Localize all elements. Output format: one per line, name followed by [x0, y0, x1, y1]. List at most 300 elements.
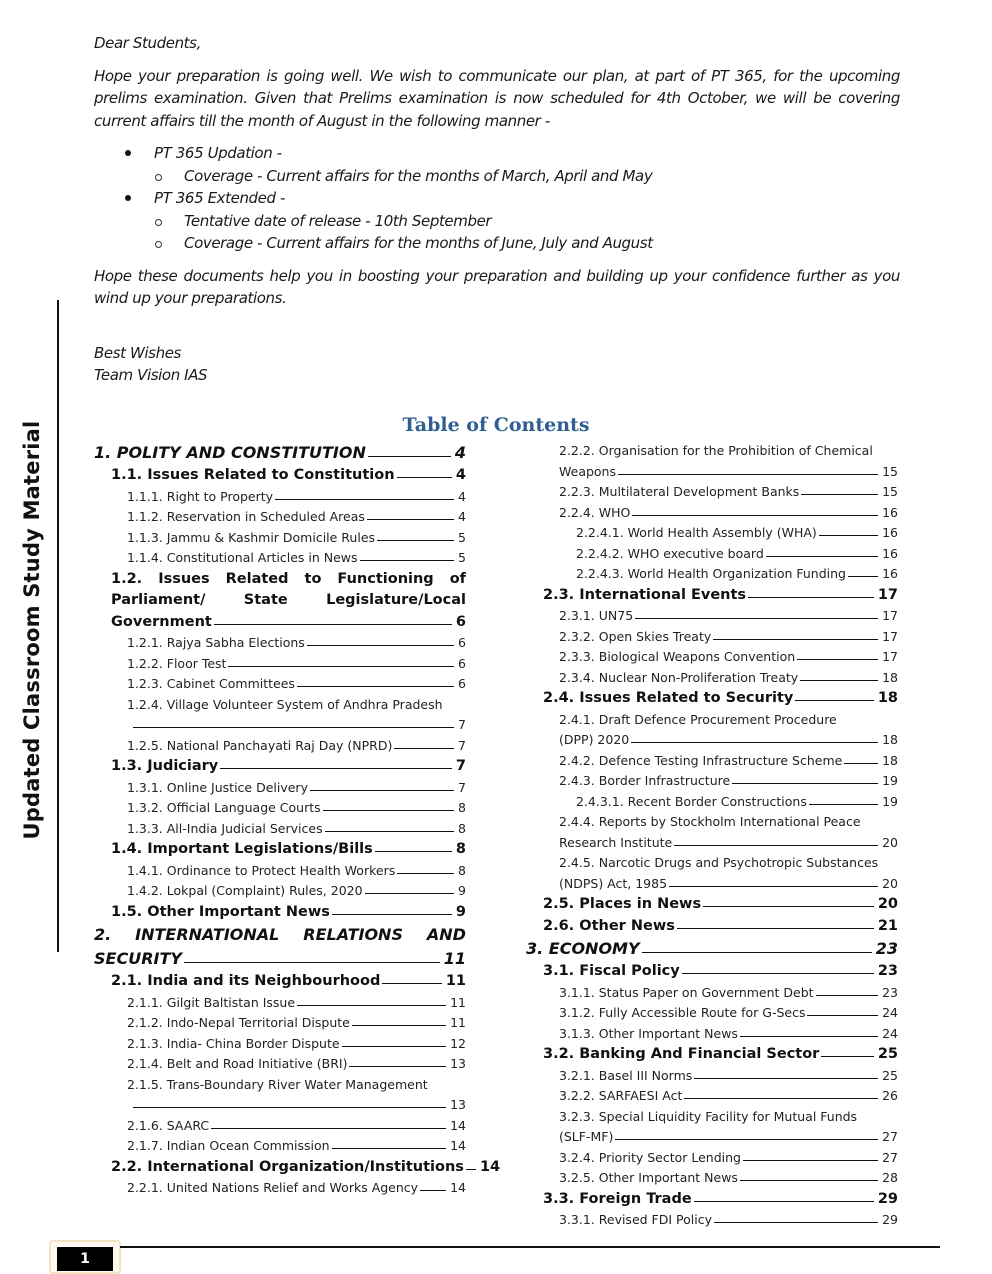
- toc-entry-text: 2.4.4. Reports by Stockholm International Peace: [559, 814, 861, 829]
- toc-page-number: 27: [882, 1129, 898, 1144]
- toc-entry-text: 3.2.5. Other Important News: [559, 1170, 738, 1185]
- toc-leader: [703, 906, 874, 907]
- toc-leader: [332, 1148, 447, 1149]
- toc-leader: [365, 893, 455, 894]
- toc-page-number: 16: [882, 504, 898, 520]
- side-divider: [57, 300, 59, 952]
- toc-page-number: 11: [443, 949, 466, 968]
- toc-page-number: 16: [882, 566, 898, 581]
- toc-leader: [819, 535, 878, 536]
- toc-entry-text: 3.2.1. Basel III Norms: [559, 1067, 693, 1083]
- toc-page-number: 18: [882, 752, 898, 768]
- toc-leader: [618, 474, 878, 475]
- toc-entry[interactable]: [526, 1086, 898, 1107]
- toc-entry[interactable]: [526, 937, 898, 961]
- toc-leader: [682, 973, 874, 974]
- toc-entry[interactable]: [526, 1168, 898, 1189]
- toc-entry-word: Legislature/Local: [326, 592, 466, 608]
- toc-entry-text: 3.1.2. Fully Accessible Route for G-Secs: [559, 1005, 806, 1020]
- toc-page-number: 17: [882, 608, 898, 623]
- toc-page-number: 18: [882, 669, 898, 685]
- toc-entry[interactable]: [94, 654, 466, 675]
- toc-entry[interactable]: [94, 902, 466, 924]
- toc-leader: [367, 519, 454, 520]
- toc-entry-line: [559, 710, 898, 731]
- toc-entry-line: [111, 569, 466, 591]
- toc-entry[interactable]: [526, 710, 898, 751]
- toc-leader: [809, 804, 878, 805]
- toc-entry-word: of: [449, 570, 466, 587]
- toc-leader: [766, 556, 878, 557]
- toc-leader: [674, 845, 878, 846]
- toc-entry-text: 3.3.1. Revised FDI Policy: [559, 1212, 712, 1227]
- toc-entry-text: 3.2.3. Special Liquidity Facility for Mutual Funds: [559, 1108, 858, 1124]
- toc-entry[interactable]: [526, 751, 898, 772]
- toc-entry-text: 1.2.1. Rajya Sabha Elections: [127, 635, 305, 650]
- toc-page-number: 18: [882, 732, 898, 747]
- toc-leader: [669, 886, 878, 887]
- toc-entry-text: 3.2.2. SARFAESI Act: [559, 1088, 683, 1103]
- toc-page-number: 6: [455, 613, 466, 630]
- toc-entry[interactable]: [526, 441, 898, 482]
- toc-entry-text: 2.2. International Organization/Institutions: [111, 1158, 464, 1175]
- toc-entry[interactable]: [526, 1003, 898, 1024]
- toc-entry[interactable]: [526, 523, 898, 544]
- toc-page-number: 18: [877, 690, 898, 706]
- toc-entry-text: 2.2.2. Organisation for the Prohibition of Chemical: [559, 443, 873, 458]
- letter: [94, 32, 900, 387]
- toc-entry-line: [559, 853, 898, 874]
- toc-entry-text: 1.1.2. Reservation in Scheduled Areas: [127, 509, 365, 524]
- plan-list: [94, 142, 900, 255]
- letter-signoff: Best Wishes: [94, 343, 181, 362]
- toc-entry[interactable]: [94, 1136, 466, 1157]
- toc-page-number: 29: [877, 1190, 898, 1207]
- toc-entry-text: (SLF-MF): [559, 1129, 614, 1144]
- toc-entry-text: 3.2.4. Priority Sector Lending: [559, 1149, 741, 1165]
- toc-entry-text: 1.3.3. All-India Judicial Services: [127, 820, 323, 836]
- toc-left-column: [94, 441, 501, 1199]
- toc-page-number: 25: [877, 1046, 898, 1062]
- toc-entry[interactable]: [526, 771, 898, 792]
- toc-entry[interactable]: [526, 812, 898, 853]
- toc-leader: [714, 1222, 878, 1223]
- toc-leader: [694, 1201, 874, 1202]
- toc-entry-text: 1.4.2. Lokpal (Complaint) Rules, 2020: [127, 883, 363, 898]
- toc-page-number: 8: [458, 820, 466, 836]
- toc-entry-line: [94, 947, 466, 971]
- toc-entry-text: 3. ECONOMY: [526, 939, 640, 958]
- side-label-text: Updated Classroom Study Material: [20, 420, 44, 840]
- toc-entry[interactable]: [526, 983, 898, 1004]
- toc-entry[interactable]: [94, 798, 466, 819]
- toc-entry-line: [559, 1127, 898, 1148]
- toc-entry-line: [559, 833, 898, 854]
- toc-leader: [297, 686, 454, 687]
- plan-detail: Coverage - Current affairs for the months of June, July and August: [94, 232, 900, 255]
- toc-page-number: 8: [455, 841, 466, 857]
- toc-right-column: [526, 441, 898, 1231]
- toc-entry-line: [559, 462, 898, 483]
- toc-entry[interactable]: [94, 881, 466, 902]
- toc-leader: [275, 499, 454, 500]
- toc-page-number: 29: [882, 1212, 898, 1227]
- toc-entry-text: 2.2.4.1. World Health Assembly (WHA): [576, 525, 817, 540]
- toc-leader: [801, 494, 878, 495]
- toc-entry[interactable]: [94, 1157, 501, 1179]
- toc-page-number: 20: [877, 896, 898, 912]
- toc-entry-word: Parliament/: [111, 592, 206, 608]
- toc-leader: [397, 477, 452, 478]
- toc-entry-word: Related: [225, 570, 289, 587]
- toc-leader: [332, 914, 452, 915]
- toc-entry[interactable]: [94, 633, 466, 654]
- toc-entry[interactable]: [526, 585, 898, 607]
- toc-entry-text: 1.2.5. National Panchayati Raj Day (NPRD): [127, 737, 393, 753]
- toc-page-number: 8: [458, 800, 466, 815]
- toc-entry-line: [127, 1075, 466, 1096]
- toc-page-number: 15: [882, 463, 898, 479]
- toc-page-number: 6: [458, 676, 466, 691]
- toc-page-number: 19: [882, 793, 898, 809]
- toc-entry-text: 3.2. Banking And Financial Sector: [543, 1046, 820, 1062]
- toc-leader: [297, 1005, 446, 1006]
- toc-leader: [342, 1046, 447, 1047]
- toc-leader: [740, 1036, 878, 1037]
- toc-page-number: 17: [882, 628, 898, 644]
- toc-entry-text: 1.3. Judiciary: [111, 758, 219, 774]
- side-label: [20, 420, 44, 840]
- toc-leader: [377, 540, 454, 541]
- toc-leader: [394, 748, 454, 749]
- toc-leader: [797, 659, 878, 660]
- plan-detail: Coverage - Current affairs for the months of March, April and May: [94, 165, 900, 188]
- toc-entry-text: Weapons: [559, 463, 616, 479]
- toc-entry-text: 2.4. Issues Related to Security: [543, 690, 794, 706]
- toc-page-number: 9: [455, 903, 466, 920]
- toc-entry-text: Government: [111, 613, 212, 630]
- toc-entry[interactable]: [526, 564, 898, 585]
- toc-entry-text: 2.1.7. Indian Ocean Commission: [127, 1138, 330, 1153]
- toc-page-number: 11: [450, 994, 466, 1010]
- toc-page-number: 16: [882, 525, 898, 540]
- toc-entry[interactable]: [526, 1044, 898, 1066]
- toc-page-number: 21: [877, 917, 898, 934]
- toc-page-number: 7: [458, 737, 466, 753]
- toc-page-number: 4: [458, 509, 466, 524]
- toc-leader: [397, 873, 454, 874]
- toc-leader: [677, 928, 874, 929]
- toc-entry[interactable]: [526, 1107, 898, 1148]
- toc-entry[interactable]: [526, 1066, 898, 1087]
- toc-entry-text: 2.3. International Events: [543, 586, 747, 603]
- toc-entry-text: 2.2.4.2. WHO executive board: [576, 545, 764, 561]
- toc-leader: [740, 1180, 878, 1181]
- toc-leader: [323, 810, 454, 811]
- toc-entry-text: 2.1. India and its Neighbourhood: [111, 973, 381, 989]
- toc-page-number: 6: [458, 655, 466, 671]
- toc-entry[interactable]: [94, 736, 466, 757]
- toc-entry-text: 1.1.3. Jammu & Kashmir Domicile Rules: [127, 529, 376, 545]
- toc-page-number: 17: [877, 586, 898, 603]
- toc-entry-word: INTERNATIONAL: [135, 925, 280, 944]
- toc-page-number: 13: [450, 1056, 466, 1071]
- toc-page-number: 6: [458, 635, 466, 650]
- toc-entry-text: SECURITY: [94, 949, 182, 968]
- toc-entry[interactable]: [94, 861, 466, 882]
- toc-page-number: 14: [450, 1180, 466, 1195]
- toc-page-number: 5: [458, 529, 466, 545]
- toc-entry-text: 2.1.5. Trans-Boundary River Water Management: [127, 1076, 428, 1092]
- toc-entry-text: 2.1.4. Belt and Road Initiative (BRI): [127, 1056, 348, 1071]
- toc-entry[interactable]: [94, 1116, 466, 1137]
- toc-entry-text: 2.1.3. India- China Border Dispute: [127, 1035, 340, 1051]
- letter-closing: Hope these documents help you in boosting your preparation and building up your confidence further as you wind up your preparations.: [94, 266, 900, 307]
- toc-leader: [821, 1056, 873, 1057]
- toc-entry-line: [127, 1095, 466, 1116]
- toc-page-number: 4: [455, 467, 466, 483]
- toc-entry[interactable]: [526, 482, 898, 503]
- toc-page-number: 19: [882, 773, 898, 788]
- toc-entry-text: 2.1.6. SAARC: [127, 1117, 210, 1133]
- toc-entry-text: 1.2.4. Village Volunteer System of Andhra Pradesh: [127, 696, 443, 712]
- toc-leader: [211, 1128, 446, 1129]
- toc-leader: [632, 515, 878, 516]
- toc-entry[interactable]: [94, 1054, 466, 1075]
- toc-page-number: 14: [450, 1117, 466, 1133]
- toc-entry-text: 2.1.1. Gilgit Baltistan Issue: [127, 994, 296, 1010]
- toc-entry[interactable]: [94, 465, 466, 487]
- toc-entry-text: 1.4. Important Legislations/Bills: [111, 841, 373, 857]
- toc-leader: [732, 783, 878, 784]
- toc-entry[interactable]: [526, 792, 898, 813]
- toc-entry-text: 2.3.3. Biological Weapons Convention: [559, 649, 796, 664]
- toc-leader: [713, 639, 878, 640]
- toc-page-number: 15: [882, 484, 898, 499]
- toc-leader: [816, 995, 879, 996]
- toc-leader: [466, 1169, 476, 1170]
- toc-entry-word: State: [243, 592, 288, 608]
- toc-entry-text: 1. POLITY AND CONSTITUTION: [94, 443, 366, 462]
- toc-entry[interactable]: [94, 674, 466, 695]
- toc-entry[interactable]: [526, 961, 898, 983]
- toc-page-number: 20: [882, 834, 898, 850]
- toc-entry-text: 3.1.1. Status Paper on Government Debt: [559, 984, 814, 1000]
- toc-page-number: 24: [882, 1005, 898, 1020]
- toc-leader: [807, 1015, 878, 1016]
- toc-entry-text: 3.1. Fiscal Policy: [543, 963, 680, 979]
- toc-page-number: 4: [454, 443, 466, 462]
- toc-entry[interactable]: [526, 894, 898, 916]
- toc-entry-line: [111, 590, 466, 612]
- toc-entry-text: 1.3.1. Online Justice Delivery: [127, 779, 308, 795]
- page-number: 1: [57, 1247, 113, 1271]
- toc-entry-line: [559, 874, 898, 895]
- toc-page-number: 9: [458, 883, 466, 898]
- toc-leader: [310, 790, 454, 791]
- toc-page-number: 11: [445, 973, 466, 989]
- toc-entry[interactable]: [94, 528, 466, 549]
- toc-entry[interactable]: [526, 544, 898, 565]
- toc-entry[interactable]: [94, 971, 466, 993]
- toc-entry[interactable]: [526, 1148, 898, 1169]
- toc-leader: [420, 1190, 446, 1191]
- toc-entry-text: 1.4.1. Ordinance to Protect Health Workers: [127, 862, 396, 878]
- toc-entry-text: 2.4.1. Draft Defence Procurement Procedure: [559, 711, 837, 727]
- toc-entry-text: Research Institute: [559, 834, 673, 850]
- toc-page-number: 27: [882, 1149, 898, 1165]
- toc-entry-text: 2.6. Other News: [543, 917, 675, 934]
- toc-page-number: 5: [458, 550, 466, 565]
- toc-entry[interactable]: [526, 1210, 898, 1231]
- toc-entry[interactable]: [526, 503, 898, 524]
- toc-entry[interactable]: [94, 487, 466, 508]
- toc-leader: [133, 1107, 446, 1108]
- toc-entry[interactable]: [94, 839, 466, 861]
- toc-title: Table of Contents: [402, 414, 590, 436]
- footer-divider: [120, 1246, 940, 1248]
- toc-leader: [382, 983, 441, 984]
- toc-entry-word: RELATIONS: [303, 925, 403, 944]
- toc-entry-text: 3.3. Foreign Trade: [543, 1190, 692, 1207]
- plan-detail: Tentative date of release - 10th September: [94, 210, 900, 233]
- toc-leader: [184, 962, 440, 963]
- toc-page-number: 28: [882, 1170, 898, 1185]
- toc-entry-text: 2.4.2. Defence Testing Infrastructure Scheme: [559, 752, 843, 768]
- toc-page-number: 23: [882, 984, 898, 1000]
- toc-entry-text: (DPP) 2020: [559, 732, 630, 747]
- toc-entry-text: 2.4.5. Narcotic Drugs and Psychotropic Substances: [559, 855, 879, 870]
- toc-entry[interactable]: [94, 756, 466, 778]
- toc-leader: [375, 851, 452, 852]
- toc-entry[interactable]: [94, 1034, 466, 1055]
- toc-entry-line: [559, 1107, 898, 1128]
- toc-entry[interactable]: [526, 1024, 898, 1045]
- toc-leader: [800, 680, 878, 681]
- plan-item: PT 365 Extended -: [94, 187, 900, 210]
- toc-page-number: 8: [458, 862, 466, 878]
- toc-page-number: 12: [450, 1035, 466, 1051]
- toc-leader: [743, 1160, 878, 1161]
- toc-leader: [694, 1078, 878, 1079]
- toc-entry-text: 2.2.3. Multilateral Development Banks: [559, 484, 800, 499]
- toc-entry-word: AND: [426, 925, 466, 944]
- toc-entry[interactable]: [94, 569, 466, 634]
- toc-entry-text: 1.1. Issues Related to Constitution: [111, 467, 395, 483]
- toc-entry[interactable]: [94, 695, 466, 736]
- toc-page-number: 23: [877, 963, 898, 979]
- toc-entry-text: 2.4.3. Border Infrastructure: [559, 773, 731, 788]
- toc-leader: [635, 618, 878, 619]
- toc-entry[interactable]: [526, 606, 898, 627]
- toc-entry[interactable]: [94, 1075, 466, 1116]
- toc-leader: [748, 597, 874, 598]
- toc-entry-word: 1.2.: [111, 570, 143, 587]
- toc-leader: [615, 1139, 878, 1140]
- letter-greeting: Dear Students,: [94, 34, 201, 52]
- toc-entry-text: 2.2.4. WHO: [559, 504, 631, 520]
- toc-page-number: 7: [455, 758, 466, 774]
- toc-entry[interactable]: [94, 993, 466, 1014]
- toc-entry-text: 2.4.3.1. Recent Border Constructions: [576, 793, 807, 809]
- toc-leader: [631, 742, 878, 743]
- toc-entry[interactable]: [526, 916, 898, 938]
- toc-leader: [848, 576, 878, 577]
- toc-entry-word: Functioning: [337, 570, 434, 587]
- letter-intro: Hope your preparation is going well. We wish to communicate our plan, at part of PT 365, for the upcoming prelims examination. Given that Prelims examination is now scheduled for 4th October, we will be covering current affairs till the month of August in the following manner -: [94, 66, 900, 130]
- toc-page-number: 24: [882, 1025, 898, 1041]
- toc-entry-text: 2.2.4.3. World Health Organization Funding: [576, 566, 846, 581]
- toc-page-number: 11: [450, 1015, 466, 1030]
- toc-leader: [684, 1098, 878, 1099]
- toc-page-number: 4: [458, 488, 466, 504]
- letter-signature: Team Vision IAS: [94, 366, 208, 384]
- toc-entry[interactable]: [526, 627, 898, 648]
- toc-entry[interactable]: [94, 923, 466, 971]
- toc-leader: [220, 768, 452, 769]
- toc-entry[interactable]: [526, 647, 898, 668]
- toc-entry-text: 2.2.1. United Nations Relief and Works Agency: [127, 1180, 419, 1195]
- toc-entry[interactable]: [94, 548, 466, 569]
- toc-entry-line: [111, 612, 466, 634]
- toc-entry-text: 1.1.1. Right to Property: [127, 488, 274, 504]
- toc-page-number: 7: [458, 779, 466, 795]
- toc-leader: [368, 456, 451, 457]
- toc-page-number: 14: [479, 1158, 501, 1175]
- toc-entry[interactable]: [526, 853, 898, 894]
- toc-entry-text: 1.3.2. Official Language Courts: [127, 800, 321, 815]
- toc-page-number: 16: [882, 545, 898, 561]
- toc-page-number: 13: [450, 1097, 466, 1112]
- toc-entry-text: 2.1.2. Indo-Nepal Territorial Dispute: [127, 1015, 350, 1030]
- toc-page-number: 7: [458, 717, 466, 732]
- toc-leader: [360, 560, 455, 561]
- toc-entry-word: to: [304, 570, 322, 587]
- toc-leader: [307, 645, 454, 646]
- toc-entry-text: 3.1.3. Other Important News: [559, 1025, 738, 1041]
- toc-entry-text: 2.5. Places in News: [543, 896, 702, 912]
- toc-leader: [228, 666, 454, 667]
- toc-leader: [133, 727, 454, 728]
- toc-leader: [795, 700, 873, 701]
- toc-entry-line: [559, 730, 898, 751]
- toc-entry-text: 1.5. Other Important News: [111, 903, 330, 920]
- toc-entry-text: 2.3.1. UN75: [559, 608, 634, 623]
- toc-entry[interactable]: [94, 507, 466, 528]
- toc-entry-text: 2.3.2. Open Skies Treaty: [559, 628, 712, 644]
- toc-page-number: 26: [882, 1088, 898, 1103]
- toc-page-number: 14: [450, 1138, 466, 1153]
- toc-entry[interactable]: [94, 1013, 466, 1034]
- toc-entry[interactable]: [526, 1189, 898, 1211]
- toc-entry-line: [94, 923, 466, 947]
- toc-entry[interactable]: [94, 441, 466, 465]
- toc-entry-line: [559, 441, 898, 462]
- toc-entry[interactable]: [94, 778, 466, 799]
- toc-entry-text: (NDPS) Act, 1985: [559, 875, 668, 891]
- toc-entry[interactable]: [526, 688, 898, 710]
- plan-item: PT 365 Updation -: [94, 142, 900, 165]
- toc-page-number: 23: [875, 939, 898, 958]
- toc-entry-line: [127, 715, 466, 736]
- toc-leader: [214, 624, 452, 625]
- toc-entry[interactable]: [526, 668, 898, 689]
- toc-entry-text: 1.1.4. Constitutional Articles in News: [127, 550, 358, 565]
- toc-entry[interactable]: [94, 819, 466, 840]
- toc-entry[interactable]: [94, 1178, 466, 1199]
- toc-leader: [352, 1025, 446, 1026]
- toc-entry-word: Issues: [158, 570, 210, 587]
